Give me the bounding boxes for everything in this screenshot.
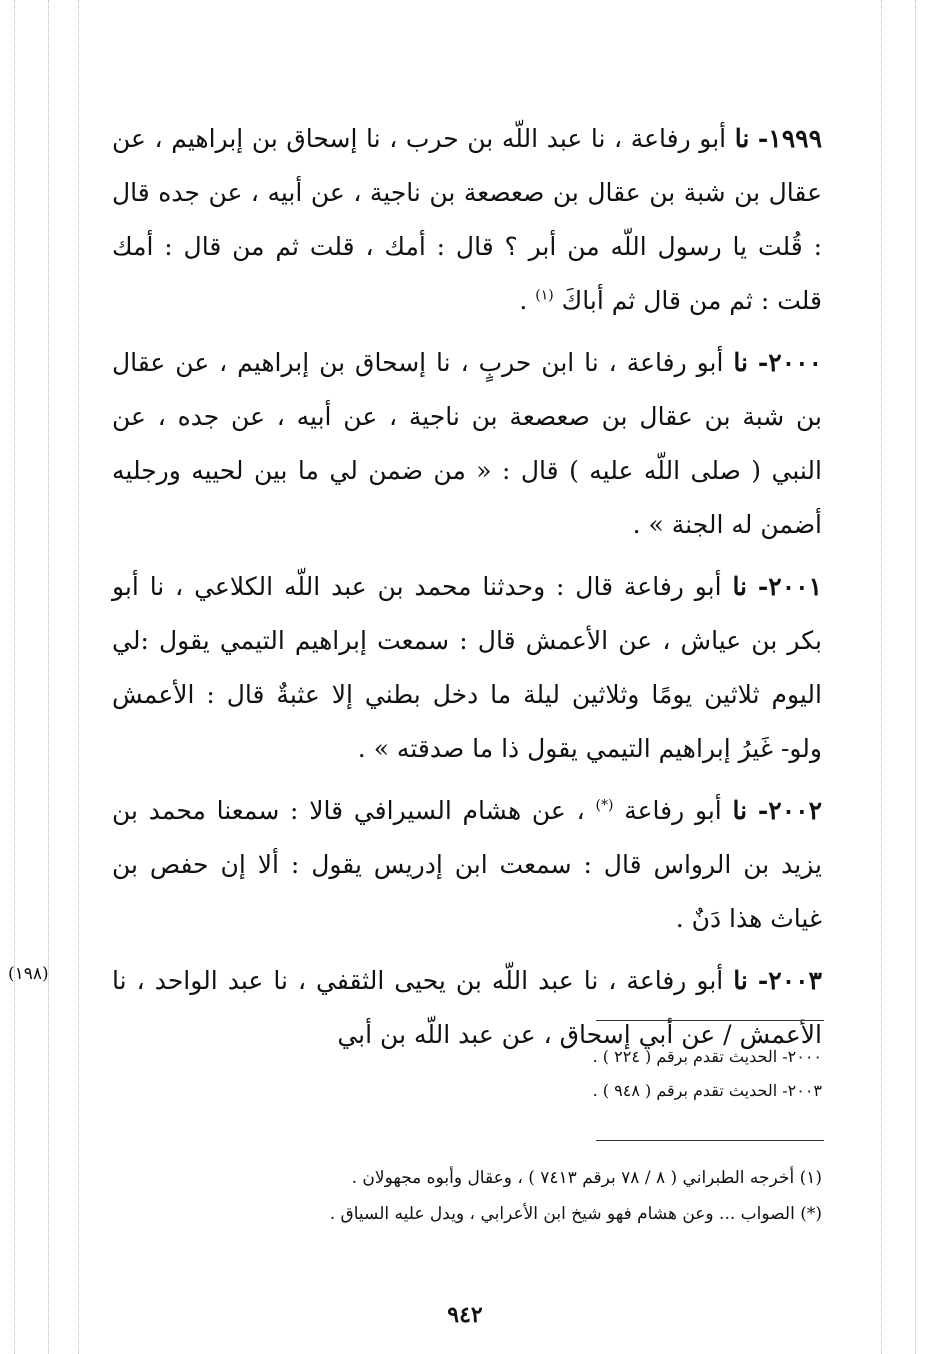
hadith-number: ٢٠٠٢- bbox=[757, 796, 823, 825]
main-text bbox=[112, 112, 822, 1070]
footnote-item: (١) أخرجه الطبراني ( ٨ / ٧٨ برقم ٧٤١٣ ) ، وعقال وأبوه مجهولان . bbox=[351, 1168, 822, 1188]
hadith-body: أبو رفاعة ، نا عبد اللّه بن يحيى الثقفي ، نا عبد الواحد ، نا الأعمش / عن أبي إسحاق ، عن عبد اللّه بن أبي bbox=[112, 966, 822, 1049]
footnotes bbox=[150, 1160, 822, 1232]
scan-guide-line bbox=[78, 0, 79, 1354]
cross-ref-item: ٢٠٠٠- الحديث تقدم برقم ( ٢٢٤ ) . bbox=[592, 1047, 822, 1066]
cross-ref-item: ٢٠٠٣- الحديث تقدم برقم ( ٩٤٨ ) . bbox=[592, 1081, 822, 1100]
footnote-ref: (١) bbox=[535, 287, 554, 304]
hadith-number: ٢٠٠٣- bbox=[757, 966, 822, 995]
hadith-body: أبو رفاعة قال : وحدثنا محمد بن عبد اللّه الكلاعي ، نا أبو بكر بن عياش ، عن الأعمش قال : سمعت إبراهيم التيمي يقول :لي اليوم ثلاثين يومًا وثلاثين ليلة ما دخل بطني إلا عثبةٌ قال : الأعمش ولو- غَيرُ إبراهيم التيمي يقول ذا ما صدقته » . bbox=[112, 572, 822, 763]
scan-guide-line bbox=[881, 0, 882, 1354]
hadith-2000 bbox=[112, 336, 822, 552]
page-number: ٩٤٢ bbox=[447, 1302, 483, 1328]
hadith-1999 bbox=[112, 112, 822, 328]
footnote-separator bbox=[596, 1140, 824, 1141]
hadith-body: أبو رفاعة ، نا عبد اللّه بن حرب ، نا إسحاق بن إبراهيم ، عن عقال بن شبة بن عقال بن صعصعة بن ناجية ، عن أبيه ، عن جده قال : قُلت يا رسول اللّه من أبر ؟ قال : أمك ، قلت ثم من قال : أمك قلت : ثم من قال ثم أباكَ bbox=[112, 124, 822, 315]
hadith-lead: نا bbox=[732, 572, 748, 601]
margin-folio-note: (١٩٨) bbox=[8, 964, 49, 984]
scan-guide-line bbox=[915, 0, 916, 1354]
cross-ref-separator bbox=[596, 1020, 824, 1021]
footnote-ref: (*) bbox=[595, 797, 614, 814]
hadith-2001 bbox=[112, 560, 822, 776]
hadith-lead: نا bbox=[733, 966, 748, 995]
hadith-lead: نا bbox=[734, 124, 750, 153]
cross-references bbox=[360, 1040, 822, 1108]
hadith-body: أبو رفاعة ، نا ابن حربٍ ، نا إسحاق بن إبراهيم ، عن عقال بن شبة بن عقال بن صعصعة بن ناجية ، عن أبيه ، عن جده ، عن النبي ( صلى اللّه عليه ) قال : « من ضمن لي ما بين لحييه ورجليه أضمن له الجنة » . bbox=[112, 348, 822, 539]
hadith-body: أبو رفاعة bbox=[624, 796, 722, 825]
hadith-lead: نا bbox=[733, 348, 748, 377]
hadith-tail: . bbox=[519, 286, 528, 315]
hadith-lead: نا bbox=[732, 796, 748, 825]
hadith-number: ١٩٩٩- bbox=[757, 124, 823, 153]
hadith-2002 bbox=[112, 784, 822, 946]
hadith-number: ٢٠٠١- bbox=[757, 572, 822, 601]
scan-guide-line bbox=[48, 0, 49, 1354]
footnote-item: (*) الصواب ... وعن هشام فهو شيخ ابن الأعرابي ، ويدل عليه السياق . bbox=[329, 1204, 822, 1224]
hadith-number: ٢٠٠٠- bbox=[757, 348, 823, 377]
hadith-tail: ، عن هشام السيرافي قالا : سمعنا محمد بن يزيد بن الرواس قال : سمعت ابن إدريس يقول : ألا إن حفص بن غياث هذا دَنٌ . bbox=[112, 796, 822, 933]
scan-guide-line bbox=[14, 0, 15, 1354]
